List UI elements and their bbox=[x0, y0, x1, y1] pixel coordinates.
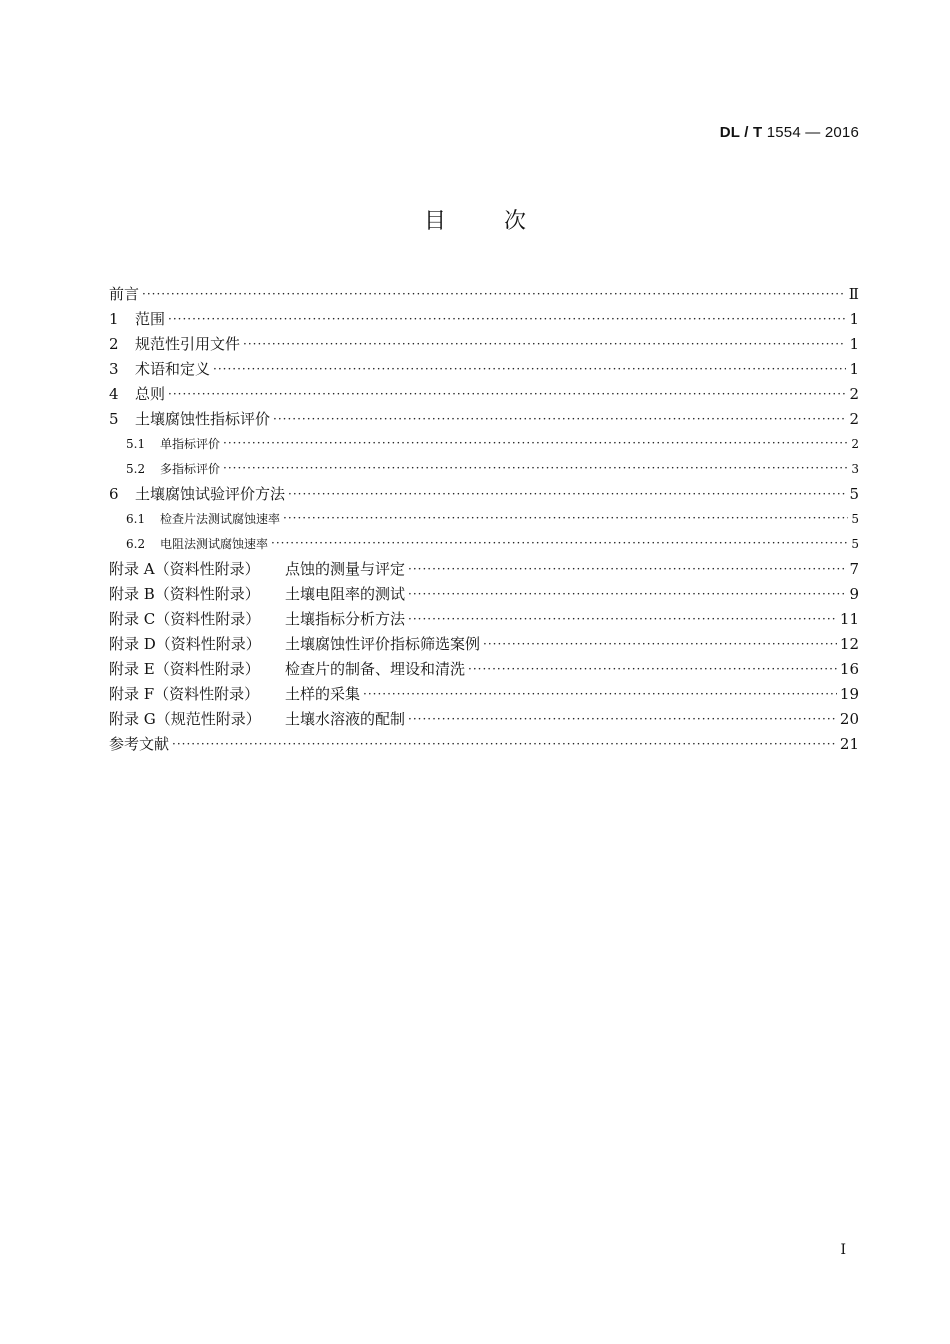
toc-entry[interactable] bbox=[109, 607, 859, 632]
toc-entry-label: 检查片的制备、埋设和清洗 bbox=[285, 660, 466, 678]
document-code-number: 1554 — 2016 bbox=[762, 124, 859, 141]
toc-entry-page: 21 bbox=[839, 735, 859, 753]
toc-entry[interactable] bbox=[109, 707, 859, 732]
toc-dot-leader bbox=[273, 407, 846, 432]
toc-entry-number: 6 bbox=[109, 485, 119, 503]
toc-entry-number: 附录 B（资料性附录） bbox=[109, 585, 260, 603]
toc-entry[interactable] bbox=[109, 432, 859, 457]
toc-entry-number: 附录 G（规范性附录） bbox=[109, 710, 261, 728]
toc-entry[interactable] bbox=[109, 482, 859, 507]
toc-entry-page: 3 bbox=[851, 462, 859, 476]
page-title-char-2: 次 bbox=[504, 209, 527, 234]
toc-entry-page: 2 bbox=[849, 385, 859, 403]
toc-entry-label: 前言 bbox=[109, 285, 140, 303]
toc-entry-label: 总则 bbox=[135, 385, 166, 403]
toc-entry-page: 2 bbox=[851, 437, 859, 451]
toc-entry-page: 1 bbox=[849, 335, 859, 353]
toc-entry-number: 6.1 bbox=[126, 512, 146, 526]
toc-entry-number: 4 bbox=[109, 385, 119, 403]
toc-dot-leader bbox=[468, 657, 837, 682]
toc-dot-leader bbox=[168, 307, 846, 332]
toc-dot-leader bbox=[213, 357, 846, 382]
toc-entry-label: 术语和定义 bbox=[135, 360, 211, 378]
toc-entry-number: 6.2 bbox=[126, 537, 146, 551]
toc-entry-page: 5 bbox=[851, 537, 859, 551]
toc-entry[interactable] bbox=[109, 407, 859, 432]
toc-dot-leader bbox=[363, 682, 837, 707]
table-of-contents bbox=[109, 282, 859, 757]
document-code-prefix: DL / T bbox=[719, 124, 763, 141]
toc-entry[interactable] bbox=[109, 332, 859, 357]
toc-entry[interactable] bbox=[109, 507, 859, 532]
toc-entry[interactable] bbox=[109, 457, 859, 482]
toc-entry-page: 16 bbox=[839, 660, 859, 678]
toc-entry-page: 20 bbox=[839, 710, 859, 728]
toc-entry-page: 7 bbox=[849, 560, 859, 578]
toc-entry[interactable] bbox=[109, 732, 859, 757]
toc-entry-label: 土壤水溶液的配制 bbox=[285, 710, 406, 728]
toc-dot-leader bbox=[271, 531, 848, 556]
toc-entry-page: 5 bbox=[851, 512, 859, 526]
toc-entry-label: 土壤腐蚀试验评价方法 bbox=[135, 485, 286, 503]
toc-entry-number: 附录 C（资料性附录） bbox=[109, 610, 261, 628]
toc-dot-leader bbox=[223, 431, 848, 456]
toc-entry-label: 单指标评价 bbox=[160, 437, 221, 451]
toc-entry[interactable] bbox=[109, 657, 859, 682]
toc-dot-leader bbox=[288, 482, 846, 507]
toc-entry-page: 1 bbox=[849, 360, 859, 378]
toc-dot-leader bbox=[408, 607, 837, 632]
toc-entry[interactable] bbox=[109, 382, 859, 407]
toc-entry[interactable] bbox=[109, 557, 859, 582]
toc-dot-leader bbox=[483, 632, 837, 657]
toc-dot-leader bbox=[172, 732, 837, 757]
toc-entry[interactable] bbox=[109, 307, 859, 332]
toc-entry-number: 附录 E（资料性附录） bbox=[109, 660, 260, 678]
toc-dot-leader bbox=[408, 582, 846, 607]
toc-entry-number: 2 bbox=[109, 335, 119, 353]
toc-entry-page: 1 bbox=[849, 310, 859, 328]
toc-entry-number: 附录 A（资料性附录） bbox=[109, 560, 260, 578]
toc-entry-number: 5.1 bbox=[126, 437, 146, 451]
toc-dot-leader bbox=[142, 282, 846, 307]
toc-entry-page: 2 bbox=[849, 410, 859, 428]
toc-entry-page: 9 bbox=[849, 585, 859, 603]
toc-entry-label: 土壤电阻率的测试 bbox=[285, 585, 406, 603]
toc-dot-leader bbox=[283, 506, 848, 531]
toc-entry[interactable] bbox=[109, 532, 859, 557]
page-title bbox=[0, 204, 950, 235]
toc-entry-number: 5.2 bbox=[126, 462, 146, 476]
toc-entry-label: 参考文献 bbox=[109, 735, 170, 753]
toc-dot-leader bbox=[408, 707, 837, 732]
toc-entry-number: 附录 D（资料性附录） bbox=[109, 635, 261, 653]
toc-entry-label: 范围 bbox=[135, 310, 166, 328]
page-number: I bbox=[840, 1242, 846, 1258]
toc-entry-label: 土壤腐蚀性指标评价 bbox=[135, 410, 271, 428]
toc-entry-label: 土壤腐蚀性评价指标筛选案例 bbox=[285, 635, 481, 653]
document-code bbox=[720, 124, 859, 141]
page-title-char-1: 目 bbox=[423, 209, 446, 234]
toc-entry-number: 附录 F（资料性附录） bbox=[109, 685, 260, 703]
toc-entry[interactable] bbox=[109, 682, 859, 707]
toc-entry[interactable] bbox=[109, 582, 859, 607]
toc-entry-label: 电阻法测试腐蚀速率 bbox=[160, 537, 269, 551]
toc-entry[interactable] bbox=[109, 357, 859, 382]
toc-dot-leader bbox=[168, 382, 846, 407]
toc-dot-leader bbox=[223, 456, 848, 481]
toc-entry-label: 土壤指标分析方法 bbox=[285, 610, 406, 628]
toc-entry-page: 11 bbox=[839, 610, 859, 628]
toc-entry[interactable] bbox=[109, 632, 859, 657]
toc-dot-leader bbox=[243, 332, 846, 357]
toc-entry-page: 12 bbox=[839, 635, 859, 653]
toc-dot-leader bbox=[408, 557, 846, 582]
toc-entry[interactable] bbox=[109, 282, 859, 307]
toc-entry-label: 多指标评价 bbox=[160, 462, 221, 476]
toc-entry-page: 19 bbox=[839, 685, 859, 703]
toc-entry-label: 规范性引用文件 bbox=[135, 335, 241, 353]
toc-entry-number: 3 bbox=[109, 360, 119, 378]
toc-entry-label: 检查片法测试腐蚀速率 bbox=[160, 512, 281, 526]
toc-entry-page: Ⅱ bbox=[848, 285, 859, 303]
toc-entry-label: 点蚀的测量与评定 bbox=[285, 560, 406, 578]
toc-entry-label: 土样的采集 bbox=[285, 685, 361, 703]
toc-entry-number: 1 bbox=[109, 310, 119, 328]
toc-entry-page: 5 bbox=[849, 485, 859, 503]
toc-entry-number: 5 bbox=[109, 410, 119, 428]
